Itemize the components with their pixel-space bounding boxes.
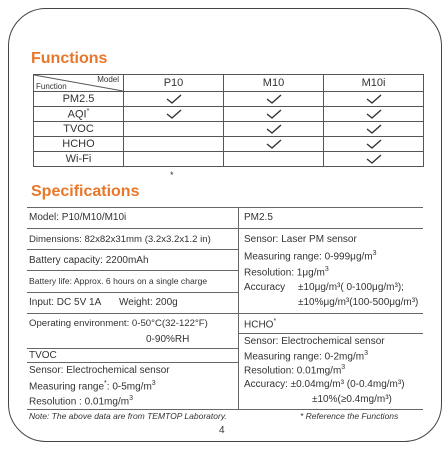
check-icon <box>165 108 183 120</box>
check-cell <box>124 107 224 122</box>
tvoc-title: TVOC <box>29 350 57 361</box>
specifications-heading: Specifications <box>31 183 140 200</box>
check-icon <box>365 153 383 165</box>
divider <box>27 348 238 349</box>
divider <box>27 292 238 293</box>
table-row <box>34 137 424 152</box>
spec-operating-env: Operating environment: 0-50°C(32-122°F) <box>29 318 208 329</box>
header-function-label: Function <box>36 82 67 91</box>
model-header-p10: P10 <box>124 75 224 92</box>
divider <box>27 409 423 410</box>
header-model-label: Model <box>97 75 119 84</box>
check-icon <box>365 108 383 120</box>
divider <box>27 228 238 229</box>
check-cell <box>124 152 224 167</box>
spec-model: Model: P10/M10/M10i <box>29 212 127 223</box>
table-header-row <box>34 75 424 92</box>
check-icon <box>365 138 383 150</box>
spec-humidity: 0-90%RH <box>146 334 190 345</box>
divider <box>27 207 423 208</box>
pm25-title: PM2.5 <box>244 212 273 223</box>
footnote-marker: * <box>170 170 174 180</box>
hcho-accuracy-1: Accuracy: ±0.04mg/m³ (0-0.4mg/m³) <box>244 379 405 390</box>
check-cell <box>324 137 424 152</box>
row-label: PM2.5 <box>34 92 124 107</box>
check-cell <box>224 107 324 122</box>
pm25-range: Measuring range: $0-999\mu g/m^3$ <box>244 250 377 263</box>
divider <box>238 228 423 229</box>
pm25-accuracy-1: ±10μg/m³( 0-100μg/m³); <box>298 282 404 293</box>
spec-battery-life: Battery life: Approx. 6 hours on a single charge <box>29 276 208 286</box>
divider <box>238 313 423 314</box>
check-cell <box>124 92 224 107</box>
hcho-title: HCHO* <box>244 318 277 331</box>
hcho-accuracy-2: ±10%(≥0.4mg/m³) <box>312 394 392 405</box>
check-icon <box>365 123 383 135</box>
check-cell <box>224 152 324 167</box>
hcho-range: Measuring range: $0-2mg/m^3$ <box>244 350 368 363</box>
check-cell <box>124 122 224 137</box>
divider <box>27 313 238 314</box>
functions-table <box>33 74 424 167</box>
check-icon <box>265 138 283 150</box>
check-icon <box>265 93 283 105</box>
table-row <box>34 152 424 167</box>
hcho-resolution: Resolution: $0.01mg/m^3$ <box>244 364 346 377</box>
page-number: 4 <box>219 425 225 436</box>
tvoc-sensor: Sensor: Electrochemical sensor <box>29 365 170 376</box>
header-corner-cell <box>34 75 124 92</box>
spec-battery-capacity: Battery capacity: 2200mAh <box>29 255 149 266</box>
pm25-accuracy-2: ±10%μg/m³(100-500μg/m³) <box>298 297 419 308</box>
spec-dimensions: Dimensions: 82x82x31mm (3.2x3.2x1.2 in) <box>29 234 211 245</box>
divider <box>238 333 423 334</box>
check-icon <box>265 108 283 120</box>
check-cell <box>124 137 224 152</box>
check-cell <box>324 122 424 137</box>
check-cell <box>224 122 324 137</box>
row-label: HCHO <box>34 137 124 152</box>
tvoc-resolution: Resolution : $0.01mg/m^3$ <box>29 395 133 408</box>
check-cell <box>224 137 324 152</box>
table-row <box>34 92 424 107</box>
row-label: TVOC <box>34 122 124 137</box>
aqi-marker: * <box>86 107 90 115</box>
divider <box>27 270 238 271</box>
check-icon <box>265 123 283 135</box>
divider <box>238 207 239 409</box>
tvoc-range: Measuring range*: $0-5mg/m^3$ <box>29 380 156 393</box>
row-label: Wi-Fi <box>34 152 124 167</box>
footer-note: Note: The above data are from TEMTOP Laboratory. <box>29 411 227 421</box>
functions-heading: Functions <box>31 50 108 67</box>
check-cell <box>324 152 424 167</box>
check-icon <box>165 93 183 105</box>
hcho-sensor: Sensor: Electrochemical sensor <box>244 336 385 347</box>
spec-weight: Weight: 200g <box>119 297 178 308</box>
divider <box>27 249 238 250</box>
model-header-m10i: M10i <box>324 75 424 92</box>
pm25-accuracy-label: Accuracy <box>244 282 286 293</box>
row-label: AQI* <box>34 107 124 122</box>
check-cell <box>224 92 324 107</box>
spec-input: Input: DC 5V 1A <box>29 297 102 308</box>
pm25-resolution: Resolution: $1\mu g/m^3$ <box>244 266 329 279</box>
check-cell <box>324 107 424 122</box>
pm25-sensor: Sensor: Laser PM sensor <box>244 234 357 245</box>
table-row <box>34 122 424 137</box>
check-cell <box>324 92 424 107</box>
footer-reference: * Reference the Functions <box>300 411 399 421</box>
check-icon <box>365 93 383 105</box>
model-header-m10: M10 <box>224 75 324 92</box>
divider <box>27 362 238 363</box>
table-row <box>34 107 424 122</box>
